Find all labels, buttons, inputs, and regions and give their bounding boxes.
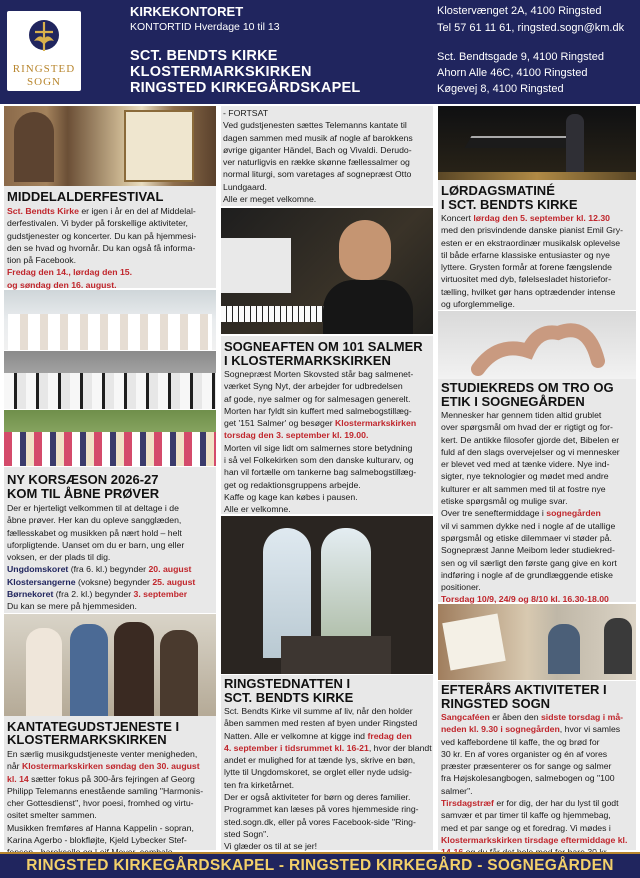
text-line xyxy=(7,785,215,797)
text-line xyxy=(223,156,431,168)
body-text: af gode, nye salmer og for salmesagen generelt. xyxy=(224,393,411,404)
text-line xyxy=(224,491,432,503)
body-text: esten er en ekstraordinær musikalsk oplevelse xyxy=(441,237,621,248)
body-text: Sct. Bendts Kirke vil summe af liv, når den holder xyxy=(224,706,413,716)
body-text: ten fra kirketårnet. xyxy=(224,779,295,790)
body-text: (voksne) begynder xyxy=(75,576,153,587)
body-text: Lundgaard. xyxy=(223,181,267,192)
body-text: ositet smelter sammen. xyxy=(7,810,97,821)
concert-pianist-photo xyxy=(438,106,636,180)
office-title: KIRKEKONTORET xyxy=(130,4,244,19)
body-text: Alle er velkomne. xyxy=(224,504,291,515)
body-text: sigter, nye teknologier og mødet med andre xyxy=(441,471,609,482)
text-line xyxy=(223,132,431,144)
body-text: normal liturgi, som varetages af sognepræst Otto xyxy=(223,169,412,180)
body-text: Morten vil sige lidt om salmernes store betydning xyxy=(224,442,413,453)
body-text: andet er mulighed for at tænde lys, skrive en bøn, xyxy=(224,755,416,766)
body-text: kert. De antikke filosofer gjorde det, Bibelen er xyxy=(441,434,620,445)
highlight-text: kl. 14 xyxy=(7,773,29,784)
text-line xyxy=(7,514,215,526)
church-name: SCT. BENDTS KIRKE xyxy=(130,48,278,64)
text-line xyxy=(441,224,637,236)
body-text: (fra 2. kl.) begynder xyxy=(53,589,134,600)
body-text: fuld af den slags overvejelser og vi mennesker xyxy=(441,446,620,457)
text-line xyxy=(441,507,637,519)
text-line xyxy=(441,834,637,846)
church-tower-photo xyxy=(221,516,433,674)
body-text: til både erfarne klassiske entusiaster og nye xyxy=(441,249,611,260)
text-line xyxy=(224,417,432,429)
body-text: Der er også aktiviteter for børn og deres familier. xyxy=(224,792,411,803)
text-line xyxy=(7,797,215,809)
church-address: Ahorn Alle 46C, 4100 Ringsted xyxy=(437,67,588,79)
highlight-text: Torsdag 10/9, 24/9 og 8/10 kl. 16.30-18.00 xyxy=(441,594,609,605)
body-text: Ved gudstjenesten sættes Telemanns kantate til xyxy=(223,120,407,131)
body-text: Over tre seneftermiddage i xyxy=(441,508,547,519)
choir-photo-adults xyxy=(4,410,216,466)
highlight-text: Fredag den 14., lørdag den 15. xyxy=(7,267,133,278)
text-line xyxy=(7,563,215,575)
highlight-text: neden kl. 9.30 i sognegården xyxy=(441,724,560,735)
text-line xyxy=(224,454,432,466)
text-line xyxy=(441,483,637,495)
highlight-text: og søndag den 16. august. xyxy=(7,279,117,290)
body-text: er igen i år en del af Middelal- xyxy=(78,206,196,216)
body-text: Du kan se mere på hjemmesiden. xyxy=(7,601,137,612)
choir-photo-youth xyxy=(4,351,216,409)
body-text: kulturer er alt sammen med til at fostre nye xyxy=(441,483,606,494)
text-line xyxy=(224,393,432,405)
text-line xyxy=(7,588,215,600)
highlight-text: Klostersangerne xyxy=(7,576,76,587)
text-line xyxy=(441,286,637,298)
body-text: sen og vil særligt den første gang give en kort xyxy=(441,557,617,568)
body-text: (fra 6. kl.) begynder xyxy=(68,564,149,575)
highlight-text: Ungdomskoret xyxy=(7,564,69,575)
article-body-korsaeson xyxy=(7,502,215,613)
text-line xyxy=(441,298,637,310)
body-text: salmer". xyxy=(441,785,473,796)
text-line xyxy=(441,458,637,470)
heart-hands-icon xyxy=(438,311,636,379)
article-title: ETIK I SOGNEGÅRDEN xyxy=(441,394,585,409)
masthead xyxy=(0,0,640,104)
body-text: præster præsenterer os for sange og salmer xyxy=(441,761,612,772)
text-line xyxy=(441,822,637,834)
text-line xyxy=(7,230,215,242)
office-hours: KONTORTID Hverdage 10 til 13 xyxy=(130,21,280,33)
body-text: fra Højskolesangbogen, salmebogen og "100 xyxy=(441,773,615,784)
text-line xyxy=(441,212,637,224)
text-line xyxy=(223,107,431,119)
body-text: den se hvad og hvornår. Du kan også få informa- xyxy=(7,242,196,253)
heart-hands-photo xyxy=(438,311,636,379)
body-text: Kaffe og kage kan købes i pausen. xyxy=(224,491,358,502)
text-line xyxy=(7,217,215,229)
body-text: sted.sogn.dk, eller på vores Facebook-side "Ring- xyxy=(224,816,416,827)
text-line xyxy=(224,779,432,791)
text-line xyxy=(441,409,637,421)
text-line xyxy=(441,748,637,760)
text-line xyxy=(7,834,215,846)
text-line xyxy=(7,266,215,278)
body-text: virtuositet med dyb, følelsesladet historiefor- xyxy=(441,274,611,285)
text-line xyxy=(224,754,432,766)
church-name: KLOSTERMARKSKIRKEN xyxy=(130,64,312,80)
body-text: Natten. Alle er velkomne at kigge ind xyxy=(224,730,368,741)
body-text: med den prisvindende danske pianist Emil Gry- xyxy=(441,225,624,236)
text-line xyxy=(224,466,432,478)
text-line xyxy=(7,822,215,834)
body-text: samvær et par timer til kaffe og hjemmebag, xyxy=(441,810,611,821)
text-line xyxy=(441,557,637,569)
text-line xyxy=(441,273,637,285)
body-text: lytte til Ungdomskoret, se orglet eller nyde udsig- xyxy=(224,767,412,778)
highlight-text: Sct. Bendts Kirke xyxy=(7,206,79,216)
body-text: Mennesker har gennem tiden altid grublet xyxy=(441,410,602,420)
text-line xyxy=(7,205,215,217)
text-line xyxy=(441,249,637,261)
article-body-sogneaften xyxy=(224,368,432,516)
body-text: Der er hjerteligt velkommen til at deltage i de xyxy=(7,503,179,513)
highlight-text: 20. august xyxy=(148,564,192,575)
footer-banner: RINGSTED KIRKEGÅRDSKAPEL - RINGSTED KIRKEGÅRD - SOGNEGÅRDEN xyxy=(0,852,640,878)
text-line xyxy=(7,773,215,785)
body-text: Programmet kan læses på vores hjemmeside ring- xyxy=(224,804,419,815)
article-title: I SCT. BENDTS KIRKE xyxy=(441,197,578,212)
body-text: er åben den xyxy=(489,712,541,722)
text-line xyxy=(7,748,215,760)
body-text: Sognepræst Janne Meibom leder studiekred- xyxy=(441,545,615,556)
body-text: cher Gottesdienst", hvor poesi, fromhed og virtu- xyxy=(7,798,194,809)
body-text: er blevet ved med at tænke videre. Nye ind- xyxy=(441,459,610,470)
text-line xyxy=(223,168,431,180)
body-text: sætter fokus på 300-års fejringen af Georg xyxy=(28,773,195,784)
body-text: Karina Agerbo - blokfløjte, Kjeld Lybecker Stef- xyxy=(7,835,187,846)
text-line xyxy=(441,544,637,556)
article-title: RINGSTEDNATTEN I xyxy=(224,676,351,691)
text-line xyxy=(441,434,637,446)
body-text: indføring i nogle af de grundlæggende etiske xyxy=(441,569,613,580)
body-text: get '151 Salmer' og besøger xyxy=(224,418,336,429)
highlight-text: fredag den xyxy=(367,730,412,741)
highlight-text: torsdag den 3. september kl. 19.00. xyxy=(224,430,369,441)
text-line xyxy=(441,237,637,249)
highlight-text: 4. september i tidsrummet kl. 16-21 xyxy=(224,742,369,753)
text-line xyxy=(441,809,637,821)
body-text: når xyxy=(7,761,22,772)
text-line xyxy=(441,261,637,273)
body-text: positioner. xyxy=(441,582,481,593)
body-text: Musikken fremføres af Hanna Kappelin - sopran, xyxy=(7,822,194,833)
medieval-manuscript-photo xyxy=(4,106,216,186)
text-line xyxy=(224,840,432,852)
article-body-fortsat xyxy=(223,107,431,205)
text-line xyxy=(224,503,432,515)
text-line xyxy=(441,569,637,581)
body-text: ver naturligvis en række skønne fællessalmer og xyxy=(223,157,410,168)
text-line xyxy=(441,532,637,544)
article-body-sognenat xyxy=(224,705,432,853)
article-body-efteraar xyxy=(441,711,637,859)
body-text: han vil fortælle om tankerne bag salmebogstillæg- xyxy=(224,467,417,478)
text-line xyxy=(224,368,432,380)
text-line xyxy=(7,809,215,821)
body-text: 30 kr. En af vores organister og én af vores xyxy=(441,748,608,759)
text-line xyxy=(224,742,432,754)
body-text: er for dig, der har du lyst til godt xyxy=(493,798,619,809)
text-line xyxy=(7,502,215,514)
text-line xyxy=(224,479,432,491)
article-title: I KLOSTERMARKSKIRKEN xyxy=(224,353,391,368)
body-text: vil vi sammen dykke ned i nogle af de utallige xyxy=(441,520,616,531)
pianist-portrait-photo xyxy=(221,208,433,334)
article-body-middelalder xyxy=(7,205,215,303)
text-line xyxy=(224,705,432,717)
body-text: Morten har fyldt sin kuffert med salmebogstillæg- xyxy=(224,405,412,416)
text-line xyxy=(224,717,432,729)
text-line xyxy=(224,803,432,815)
body-text: tion på Facebook. xyxy=(7,255,77,266)
text-line xyxy=(223,119,431,131)
body-text: værket Syng Nyt, der arbejder for udbredelsen xyxy=(224,381,403,392)
highlight-text: Børnekoret xyxy=(7,589,54,600)
article-body-matine xyxy=(441,212,637,310)
text-line xyxy=(7,242,215,254)
text-line xyxy=(7,539,215,551)
highlight-text: sognegården xyxy=(546,508,601,519)
text-line xyxy=(441,736,637,748)
text-line xyxy=(7,760,215,772)
text-line xyxy=(7,527,215,539)
article-title: NY KORSÆSON 2026-27 xyxy=(7,472,159,487)
text-line xyxy=(224,828,432,840)
text-line xyxy=(224,429,432,441)
article-title: KANTATEGUDSTJENESTE I xyxy=(7,719,180,734)
article-body-kantate xyxy=(7,748,215,859)
text-line xyxy=(441,797,637,809)
article-title: SCT. BENDTS KIRKE xyxy=(224,690,354,705)
text-line xyxy=(441,495,637,507)
body-text: uforpligtende. Uanset om du er barn, ung eller xyxy=(7,539,185,550)
article-title: SOGNEAFTEN OM 101 SALMER xyxy=(224,339,423,354)
text-line xyxy=(224,791,432,803)
body-text: Koncert xyxy=(441,213,474,223)
highlight-text: 3. september xyxy=(133,589,188,600)
body-text: derfestivalen. Vi byder på forskellige aktiviteter, xyxy=(7,218,188,229)
article-title: RINGSTED SOGN xyxy=(441,696,551,711)
body-text: En særlig musikgudstjeneste venter menigheden, xyxy=(7,749,198,759)
body-text: - FORTSAT xyxy=(223,108,269,118)
text-line xyxy=(441,446,637,458)
text-line xyxy=(224,766,432,778)
text-line xyxy=(224,405,432,417)
text-line xyxy=(7,576,215,588)
highlight-text: sidste torsdag i må- xyxy=(540,712,624,722)
body-text: åbne prøver. Her kan du opleve sangglæden, xyxy=(7,515,182,526)
text-line xyxy=(441,772,637,784)
contact-info: Tel 57 61 11 61, ringsted.sogn@km.dk xyxy=(437,22,625,34)
body-text: gudstjenester og koncerter. Du kan på hjemmesi- xyxy=(7,230,197,241)
body-text: øvrige giganter Händel, Bach og Vivaldi. Derudo- xyxy=(223,144,412,155)
text-line xyxy=(7,600,215,612)
body-text: og uforglemmelige. xyxy=(441,299,515,310)
highlight-text: 25. august xyxy=(152,576,196,587)
office-address: Klostervænget 2A, 4100 Ringsted xyxy=(437,5,602,17)
body-text: spørgsmål og etiske dilemmaer vi støder på. xyxy=(441,532,612,543)
text-line xyxy=(441,520,637,532)
body-text: Vi glæder os til at se jer! xyxy=(224,841,318,852)
highlight-text: Tirsdagstræf xyxy=(441,798,494,809)
body-text: , hvor der blandt xyxy=(368,742,432,753)
body-text: get og redaktionsgruppens arbejde. xyxy=(224,479,361,490)
text-line xyxy=(224,816,432,828)
body-text: i så vel Folkekirken som den danske kulturarv, og xyxy=(224,455,414,466)
cafe-activities-photo xyxy=(438,604,636,680)
body-text: åben sammen med resten af byen under Ringsted xyxy=(224,718,418,729)
body-text: lyttere. Grysten formår at forene fængslende xyxy=(441,262,612,273)
body-text: Alle er meget velkomne. xyxy=(223,194,317,205)
article-title: LØRDAGSMATINÉ xyxy=(441,183,555,198)
body-text: sted Sogn". xyxy=(224,828,269,839)
text-line xyxy=(223,144,431,156)
body-text: voksen, er der plads til dig. xyxy=(7,552,111,563)
text-line xyxy=(441,723,637,735)
body-text: , hvor vi samles xyxy=(559,724,621,735)
text-line xyxy=(441,581,637,593)
logo-text-ringsted: RINGSTED xyxy=(12,63,76,75)
body-text: tælling, hvilket gør hans optrædender intense xyxy=(441,286,616,297)
body-text: fællesskabet og musikken på nært hold – helt xyxy=(7,527,182,538)
text-line xyxy=(224,730,432,742)
text-line xyxy=(7,551,215,563)
article-title: KLOSTERMARKSKIRKEN xyxy=(7,732,167,747)
highlight-text: Klostermarkskirken tirsdage eftermiddage kl. xyxy=(441,834,628,845)
highlight-text: lørdag den 5. september kl. 12.30 xyxy=(473,213,611,223)
text-line xyxy=(441,760,637,772)
highlight-text: Sangcaféen xyxy=(441,712,490,722)
text-line xyxy=(223,193,431,205)
church-address: Køgevej 8, 4100 Ringsted xyxy=(437,83,564,95)
choir-photo-children xyxy=(4,290,216,350)
body-text: Philipp Telemanns enestående samling "Harmonis- xyxy=(7,785,204,796)
article-title: STUDIEKREDS OM TRO OG xyxy=(441,380,614,395)
article-title: MIDDELALDERFESTIVAL xyxy=(7,189,164,204)
body-text: over spørgsmål om hvad der er rigtigt og for- xyxy=(441,422,613,433)
text-line xyxy=(224,442,432,454)
text-line xyxy=(441,421,637,433)
text-line xyxy=(7,254,215,266)
church-name: RINGSTED KIRKEGÅRDSKAPEL xyxy=(130,80,361,96)
text-line xyxy=(223,181,431,193)
highlight-text: Klostermarkskirken xyxy=(335,418,417,429)
text-line xyxy=(441,470,637,482)
article-body-studiekreds xyxy=(441,409,637,606)
text-line xyxy=(441,711,637,723)
text-line xyxy=(441,785,637,797)
ringsted-sogn-logo xyxy=(7,11,81,91)
body-text: ved kaffebordene til kaffe, the og brød for xyxy=(441,736,600,747)
article-title: EFTERÅRS AKTIVITETER I xyxy=(441,682,607,697)
body-text: Sognepræst Morten Skovsted står bag salmenet- xyxy=(224,369,414,379)
dove-cross-icon xyxy=(28,17,60,59)
body-text: etiske spørgsmål og mulige svar. xyxy=(441,496,568,507)
article-title: KOM TIL ÅBNE PRØVER xyxy=(7,486,160,501)
text-line xyxy=(224,380,432,392)
body-text: med et par sange og et foredrag. Vi mødes i xyxy=(441,822,611,833)
highlight-text: Klostermarkskirken søndag den 30. august xyxy=(21,761,200,772)
church-address: Sct. Bendtsgade 9, 4100 Ringsted xyxy=(437,51,604,63)
musicians-photo xyxy=(4,614,216,716)
logo-text-sogn: SOGN xyxy=(27,76,61,88)
body-text: dagen sammen med musik af nogle af barokkens xyxy=(223,132,413,143)
